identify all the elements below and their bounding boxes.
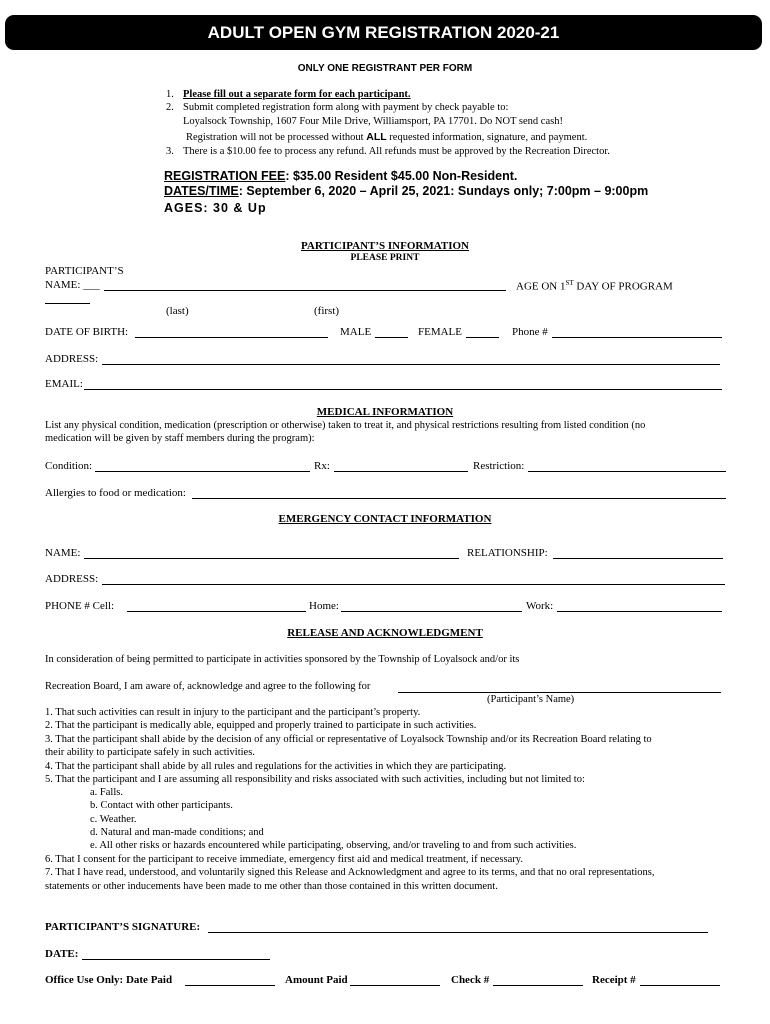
work-field[interactable] [557, 601, 722, 612]
dates-time-label: DATES/TIME [164, 184, 239, 198]
date-label: DATE: [45, 948, 79, 960]
release-participant-name-field[interactable] [398, 682, 721, 693]
restriction-label: Restriction: [473, 460, 525, 472]
release-intro-2: Recreation Board, I am aware of, acknowledge and agree to the following for [45, 681, 371, 692]
signature-label: PARTICIPANT’S SIGNATURE: [45, 921, 201, 933]
instruction-2a: Submit completed registration form along with payment by check payable to: [183, 102, 509, 113]
instruction-2c-pre: Registration will not be processed without [186, 132, 367, 143]
release-subitem: b. Contact with other participants. [90, 800, 233, 811]
age-label-sup: ST [565, 279, 574, 287]
condition-label: Condition: [45, 460, 93, 472]
female-field[interactable] [466, 327, 499, 338]
release-item: statements or other inducements have been made to me other than those contained in this written document. [45, 881, 498, 892]
relationship-label: RELATIONSHIP: [467, 547, 548, 559]
first-caption: (first) [314, 305, 340, 317]
rx-label: Rx: [314, 460, 330, 472]
participant-name-caption: (Participant’s Name) [487, 694, 575, 705]
check-field[interactable] [493, 975, 583, 986]
female-label: FEMALE [418, 326, 462, 338]
instruction-3-num: 3. [166, 146, 174, 157]
cell-label: PHONE # Cell: [45, 600, 115, 612]
last-caption: (last) [166, 305, 189, 317]
phone-label: Phone # [512, 326, 548, 338]
cell-field[interactable] [127, 601, 306, 612]
form-title: ADULT OPEN GYM REGISTRATION 2020-21 [5, 15, 762, 50]
dob-label: DATE OF BIRTH: [45, 326, 129, 338]
dates-time [164, 184, 648, 198]
allergies-label: Allergies to food or medication: [45, 487, 186, 499]
email-field[interactable] [84, 379, 722, 390]
emergency-address-field[interactable] [102, 574, 725, 585]
office-date-paid-label: Office Use Only: Date Paid [45, 974, 173, 986]
male-field[interactable] [375, 327, 408, 338]
release-item: 3. That the participant shall abide by the decision of any official or representative of Loyalsock Township and/or its Recreation Board relating to [45, 734, 652, 745]
release-item: 5. That the participant and I are assuming all responsibility and risks associated with such activities, including but not limited to: [45, 774, 585, 785]
release-subitem: a. Falls. [90, 787, 123, 798]
emergency-heading: EMERGENCY CONTACT INFORMATION [278, 513, 492, 525]
age-label-text: AGE ON 1 [516, 280, 566, 293]
age-label [516, 279, 673, 293]
instruction-2-num: 2. [166, 102, 174, 113]
registration-fee [164, 169, 517, 183]
age-label-text-2: DAY OF PROGRAM [573, 280, 673, 293]
emergency-address-label: ADDRESS: [45, 573, 99, 585]
release-subitem: d. Natural and man-made conditions; and [90, 827, 264, 838]
instruction-1-num: 1. [166, 89, 174, 100]
medical-heading: MEDICAL INFORMATION [316, 406, 454, 418]
emergency-name-label: NAME: [45, 547, 81, 559]
ages: AGES: 30 & Up [164, 201, 267, 215]
amount-paid-field[interactable] [350, 975, 440, 986]
home-label: Home: [309, 600, 339, 612]
release-item: their ability to participate safely in such activities. [45, 747, 255, 758]
work-label: Work: [526, 600, 554, 612]
receipt-label: Receipt # [592, 974, 636, 986]
rx-field[interactable] [334, 461, 468, 472]
registration-fee-value: : $35.00 Resident $45.00 Non-Resident. [285, 169, 518, 183]
release-subitem: c. Weather. [90, 814, 137, 825]
release-item: 1. That such activities can result in injury to the participant and the participant’s property. [45, 707, 421, 718]
participant-name-label-1: PARTICIPANT’S [45, 265, 124, 277]
age-field[interactable] [45, 293, 90, 304]
subtitle: ONLY ONE REGISTRANT PER FORM [297, 63, 473, 74]
medical-desc-1: List any physical condition, medication (prescription or otherwise) taken to treat it, and physical restrictions resulting from listed condition (no [45, 420, 646, 431]
participant-name-field[interactable] [104, 280, 506, 291]
signature-field[interactable] [208, 922, 708, 933]
instruction-2c-post: requested information, signature, and payment. [386, 132, 588, 143]
instruction-2b: Loyalsock Township, 1607 Four Mile Drive, Williamsport, PA 17701. Do NOT send cash! [183, 116, 563, 127]
release-intro-1: In consideration of being permitted to participate in activities sponsored by the Township of Loyalsock and/or its [45, 654, 520, 665]
dob-field[interactable] [135, 327, 328, 338]
date-field[interactable] [82, 949, 270, 960]
release-item: 2. That the participant is medically able, equipped and properly trained to participate in such activities. [45, 720, 477, 731]
relationship-field[interactable] [553, 548, 723, 559]
phone-field[interactable] [552, 327, 722, 338]
participant-heading: PARTICIPANT’S INFORMATION [301, 240, 469, 252]
medical-desc-2: medication will be given by staff members during the program): [45, 433, 315, 444]
release-item: 7. That I have read, understood, and voluntarily signed this Release and Acknowledgment and agree to its terms, and that no oral representations, [45, 867, 655, 878]
release-item: 4. That the participant shall abide by all rules and regulations for the activities in which they are participating. [45, 761, 507, 772]
registration-fee-label: REGISTRATION FEE [164, 169, 286, 183]
participant-name-label-2: NAME: ___ [45, 279, 100, 291]
home-field[interactable] [341, 601, 522, 612]
instruction-1: Please fill out a separate form for each participant. [183, 89, 411, 100]
condition-field[interactable] [95, 461, 310, 472]
release-item: 6. That I consent for the participant to receive immediate, emergency first aid and medical treatment, if necessary. [45, 854, 523, 865]
instruction-2c-all: ALL [366, 131, 387, 143]
address-field[interactable] [102, 354, 720, 365]
email-label: EMAIL: [45, 378, 83, 390]
male-label: MALE [340, 326, 372, 338]
release-heading: RELEASE AND ACKNOWLEDGMENT [287, 627, 483, 639]
office-date-paid-field[interactable] [185, 975, 275, 986]
emergency-name-field[interactable] [84, 548, 459, 559]
instruction-2c [186, 131, 587, 143]
amount-paid-label: Amount Paid [285, 974, 348, 986]
please-print: PLEASE PRINT [350, 253, 420, 263]
dates-time-value: : September 6, 2020 – April 25, 2021: Sundays only; 7:00pm – 9:00pm [238, 184, 649, 198]
release-subitem: e. All other risks or hazards encountered while participating, observing, and/or traveling to and from such activities. [90, 840, 577, 851]
instruction-3: There is a $10.00 fee to process any refund. All refunds must be approved by the Recreation Director. [183, 146, 610, 157]
allergies-field[interactable] [192, 488, 726, 499]
address-label: ADDRESS: [45, 353, 99, 365]
check-label: Check # [451, 974, 490, 986]
receipt-field[interactable] [640, 975, 720, 986]
restriction-field[interactable] [528, 461, 726, 472]
